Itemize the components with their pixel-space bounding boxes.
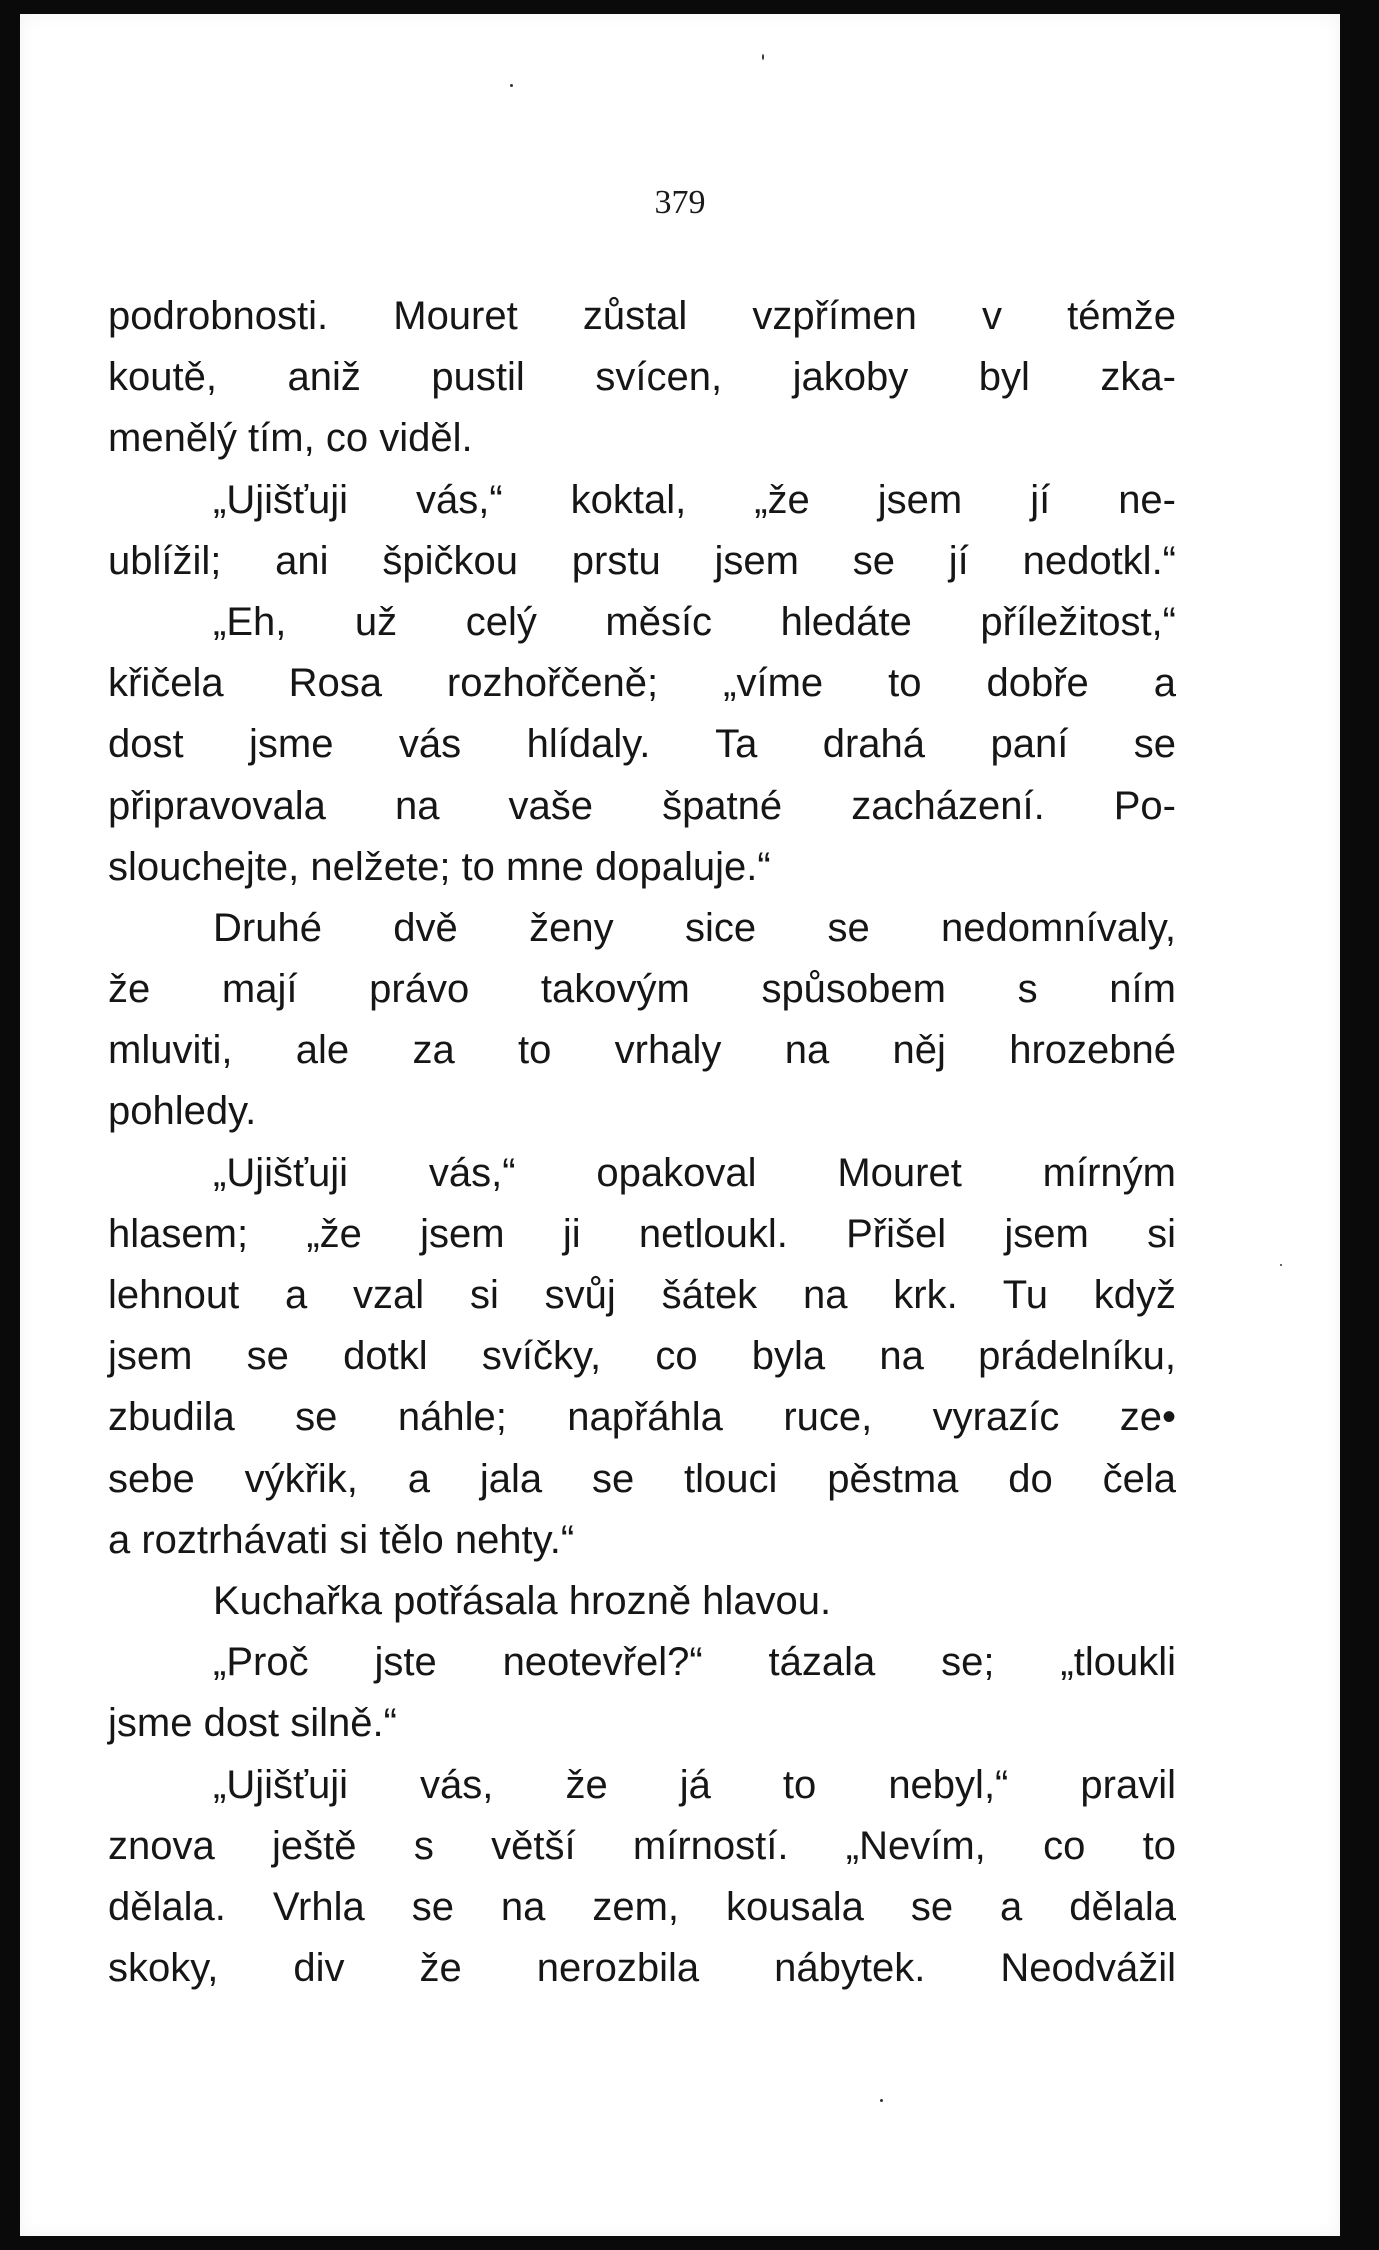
text-line: pohledy. bbox=[108, 1089, 257, 1134]
text-line: sebe výkřik, a jala se tlouci pěstma do čela bbox=[108, 1456, 1176, 1501]
paper-speck bbox=[1280, 1264, 1282, 1266]
text-line: dost jsme vás hlídaly. Ta drahá paní se bbox=[108, 722, 1176, 767]
text-line: podrobnosti. Mouret zůstal vzpřímen v témže bbox=[108, 294, 1176, 338]
text-line: koutě, aniž pustil svícen, jakoby byl zka- bbox=[108, 355, 1176, 400]
paper-speck bbox=[762, 54, 764, 60]
text-line: jsme dost silně.“ bbox=[108, 1701, 397, 1746]
text-line: zbudila se náhle; napřáhla ruce, vyrazíc ze• bbox=[108, 1395, 1176, 1440]
text-line: „Proč jste neotevřel?“ tázala se; „tloukli bbox=[213, 1640, 1176, 1685]
book-page bbox=[20, 14, 1340, 2236]
text-line: křičela Rosa rozhořčeně; „víme to dobře a bbox=[108, 661, 1176, 706]
text-line: hlasem; „že jsem ji netloukl. Přišel jsem si bbox=[108, 1211, 1176, 1256]
text-line: že mají právo takovým spůsobem s ním bbox=[108, 967, 1176, 1012]
text-line: lehnout a vzal si svůj šátek na krk. Tu když bbox=[108, 1273, 1176, 1317]
paper-speck bbox=[510, 84, 513, 87]
text-line: „Ujišťuji vás, že já to nebyl,“ pravil bbox=[213, 1762, 1176, 1807]
body-text bbox=[108, 286, 1176, 1999]
page-number: 379 bbox=[654, 184, 706, 221]
text-line: připravovala na vaše špatné zacházení. Po- bbox=[108, 783, 1176, 828]
text-line: Druhé dvě ženy sice se nedomnívaly, bbox=[213, 905, 1176, 950]
text-line: znova ještě s větší mírností. „Nevím, co to bbox=[108, 1823, 1176, 1868]
paper-speck bbox=[880, 2099, 883, 2102]
text-line: jsem se dotkl svíčky, co byla na prádelníku, bbox=[108, 1334, 1176, 1379]
text-line: menělý tím, co viděl. bbox=[108, 416, 473, 461]
text-line: dělala. Vrhla se na zem, kousala se a dělala bbox=[108, 1884, 1176, 1929]
text-line: „Ujišťuji vás,“ opakoval Mouret mírným bbox=[213, 1150, 1176, 1195]
text-line: mluviti, ale za to vrhaly na něj hrozebné bbox=[108, 1028, 1176, 1073]
text-line: ublížil; ani špičkou prstu jsem se jí nedotkl.“ bbox=[108, 538, 1176, 583]
text-line: „Ujišťuji vás,“ koktal, „že jsem jí ne- bbox=[213, 477, 1176, 522]
text-line: Kuchařka potřásala hrozně hlavou. bbox=[213, 1578, 832, 1623]
text-line: skoky, div že nerozbila nábytek. Neodvážil bbox=[108, 1946, 1176, 1991]
text-line: slouchejte, nelžete; to mne dopaluje.“ bbox=[108, 844, 771, 889]
text-line: a roztrhávati si tělo nehty.“ bbox=[108, 1517, 575, 1562]
text-line: „Eh, už celý měsíc hledáte příležitost,“ bbox=[213, 599, 1176, 644]
